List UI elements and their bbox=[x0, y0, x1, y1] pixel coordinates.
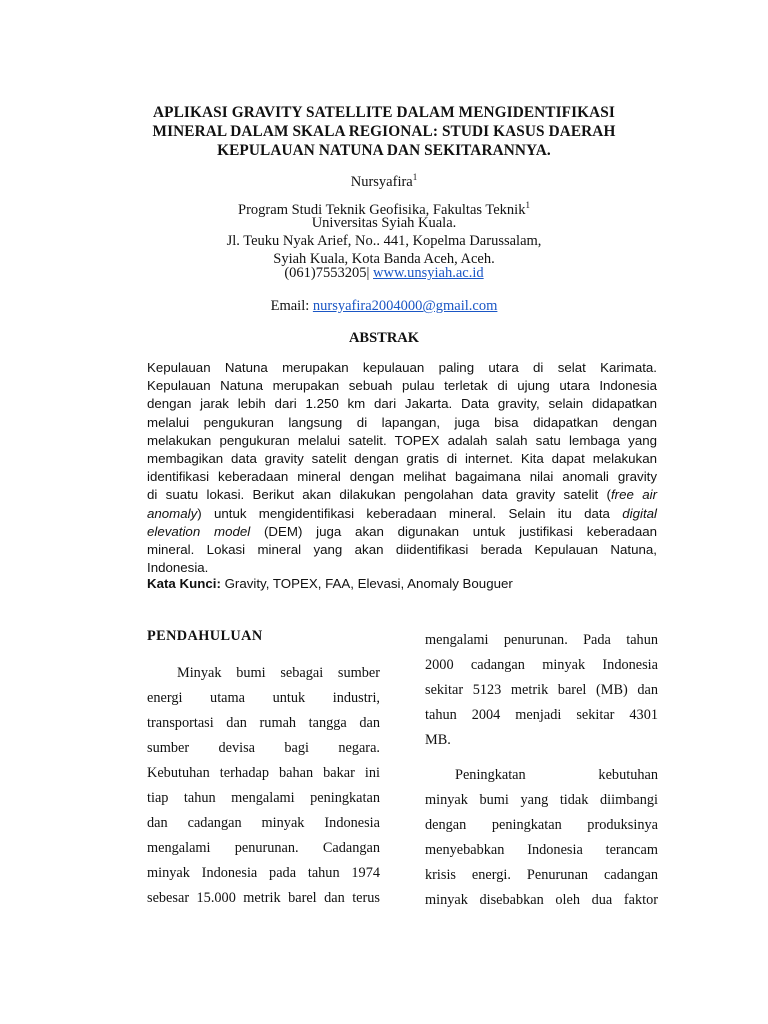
body-text-line: MB. bbox=[425, 732, 451, 748]
affiliation-street: Jl. Teuku Nyak Arief, No.. 441, Kopelma Darussalam, bbox=[226, 233, 542, 249]
keywords-text: Gravity, TOPEX, FAA, Elevasi, Anomaly Bouguer bbox=[220, 576, 513, 591]
body-text-line: mengalami penurunan. Cadangan bbox=[147, 840, 380, 856]
body-text-line: transportasi dan rumah tangga dan bbox=[147, 715, 380, 731]
author-name: Nursyafira bbox=[350, 173, 413, 190]
affiliation-superscript: 1 bbox=[525, 200, 530, 210]
abstract-line bbox=[147, 450, 657, 468]
author-line bbox=[100, 168, 668, 191]
abstract-italic-term: elevation model bbox=[147, 523, 251, 539]
website-link[interactable]: www.unsyiah.ac.id bbox=[373, 265, 484, 281]
abstract-line bbox=[147, 541, 657, 559]
body-text-line: krisis energi. Penurunan cadangan bbox=[425, 867, 658, 883]
abstract-line bbox=[147, 559, 657, 577]
body-text-line: sumber devisa bagi negara. bbox=[147, 740, 380, 756]
abstract-text: membagikan data gravity satelit dengan gratis di internet. Kita dapat melakukan bbox=[147, 450, 657, 466]
abstract-line bbox=[147, 395, 657, 413]
abstract-text: melakukan pengukuran melalui satelit. TOPEX adalah salah satu lembaga yang bbox=[147, 432, 657, 448]
abstract-line bbox=[147, 505, 657, 523]
body-text-line: minyak disebabkan oleh dua faktor bbox=[425, 892, 658, 908]
title-line: KEPULAUAN NATUNA DAN SEKITARANNYA. bbox=[217, 142, 551, 159]
body-text-line: dengan peningkatan produksinya bbox=[425, 817, 658, 833]
abstract-text: melalui pengukuran langsung di lapangan, juga bisa didapatkan dengan bbox=[147, 414, 657, 430]
email-line bbox=[100, 297, 668, 315]
title-line: APLIKASI GRAVITY SATELLITE DALAM MENGIDENTIFIKASI bbox=[153, 104, 615, 121]
abstract-text: Kepulauan Natuna merupakan kepulauan paling utara di selat Karimata. bbox=[147, 360, 657, 375]
abstract-text: Indonesia. bbox=[147, 560, 209, 576]
abstract-line bbox=[147, 523, 657, 541]
section-heading: PENDAHULUAN bbox=[147, 628, 263, 644]
abstract-line bbox=[147, 468, 657, 486]
keywords-label: Kata Kunci: bbox=[147, 576, 221, 591]
abstract-line bbox=[147, 377, 657, 395]
abstract-line bbox=[147, 486, 657, 504]
abstract-italic-term: anomaly bbox=[147, 505, 198, 521]
email-label: Email: bbox=[270, 298, 310, 314]
abstract-italic-term: free air bbox=[610, 487, 658, 503]
abstract-text: di suatu lokasi. Berikut akan dilakukan pengolahan data gravity satelit ( bbox=[147, 487, 611, 503]
keywords-line bbox=[147, 576, 513, 591]
abstract-text: (DEM) juga akan digunakan untuk justifikasi keberadaan bbox=[250, 523, 658, 539]
phone-number: (061)7553205| bbox=[284, 265, 370, 281]
body-text-line: minyak bumi yang tidak diimbangi bbox=[425, 792, 658, 808]
email-link[interactable]: nursyafira2004000@gmail.com bbox=[312, 298, 498, 314]
body-text-line: menyebabkan Indonesia terancam bbox=[425, 842, 658, 858]
abstract-text: dengan jarak lebih dari 1.250 km dari Jakarta. Data gravity, selain didapatkan bbox=[147, 396, 657, 412]
paragraph-gap bbox=[425, 753, 658, 763]
body-text-line: Minyak bumi sebagai sumber bbox=[177, 665, 380, 681]
body-text-line: sebesar 15.000 metrik barel dan terus bbox=[147, 890, 380, 906]
body-text-line: Peningkatan kebutuhan bbox=[455, 767, 658, 783]
abstract-body bbox=[147, 359, 657, 577]
abstract-heading: ABSTRAK bbox=[348, 330, 420, 346]
author-superscript: 1 bbox=[412, 172, 418, 182]
body-text-line: 2000 cadangan minyak Indonesia bbox=[425, 657, 658, 673]
body-text-line: energi utama untuk industri, bbox=[147, 690, 380, 706]
body-text-line: sekitar 5123 metrik barel (MB) dan bbox=[425, 682, 658, 698]
affiliation-city: Syiah Kuala, Kota Banda Aceh, Aceh. bbox=[273, 251, 495, 267]
body-text-line: dan cadangan minyak Indonesia bbox=[147, 815, 380, 831]
abstract-text: identifikasi keberadaan mineral dengan melihat bagaimana nilai anomali gravity bbox=[147, 469, 657, 485]
column-right bbox=[425, 628, 658, 913]
paper-title bbox=[140, 103, 628, 160]
body-text-line: minyak Indonesia pada tahun 1974 bbox=[147, 865, 380, 881]
body-text-line: tahun 2004 menjadi sekitar 4301 bbox=[425, 707, 658, 723]
body-text-line: mengalami penurunan. Pada tahun bbox=[425, 632, 658, 648]
title-line: MINERAL DALAM SKALA REGIONAL: STUDI KASUS DAERAH bbox=[152, 123, 616, 140]
abstract-text: Kepulauan Natuna merupakan sebuah pulau terletak di ujung utara Indonesia bbox=[147, 378, 657, 394]
abstract-line bbox=[147, 359, 657, 377]
body-text-line: tiap tahun mengalami peningkatan bbox=[147, 790, 380, 806]
contact-line bbox=[100, 264, 668, 282]
abstract-italic-term: digital bbox=[622, 505, 657, 521]
body-text-line: Kebutuhan terhadap bahan bakar ini bbox=[147, 765, 380, 781]
abstract-text: mineral. Lokasi mineral yang akan diidentifikasi berada Kepulauan Natuna, bbox=[147, 541, 657, 557]
affiliation-program: Program Studi Teknik Geofisika, Fakultas Teknik bbox=[238, 201, 526, 218]
abstract-text: ) untuk mengidentifikasi keberadaan mineral. Selain itu data bbox=[197, 505, 623, 521]
abstract-line bbox=[147, 432, 657, 450]
column-left bbox=[147, 624, 380, 911]
affiliation-university: Universitas Syiah Kuala. bbox=[311, 215, 457, 231]
abstract-line bbox=[147, 414, 657, 432]
